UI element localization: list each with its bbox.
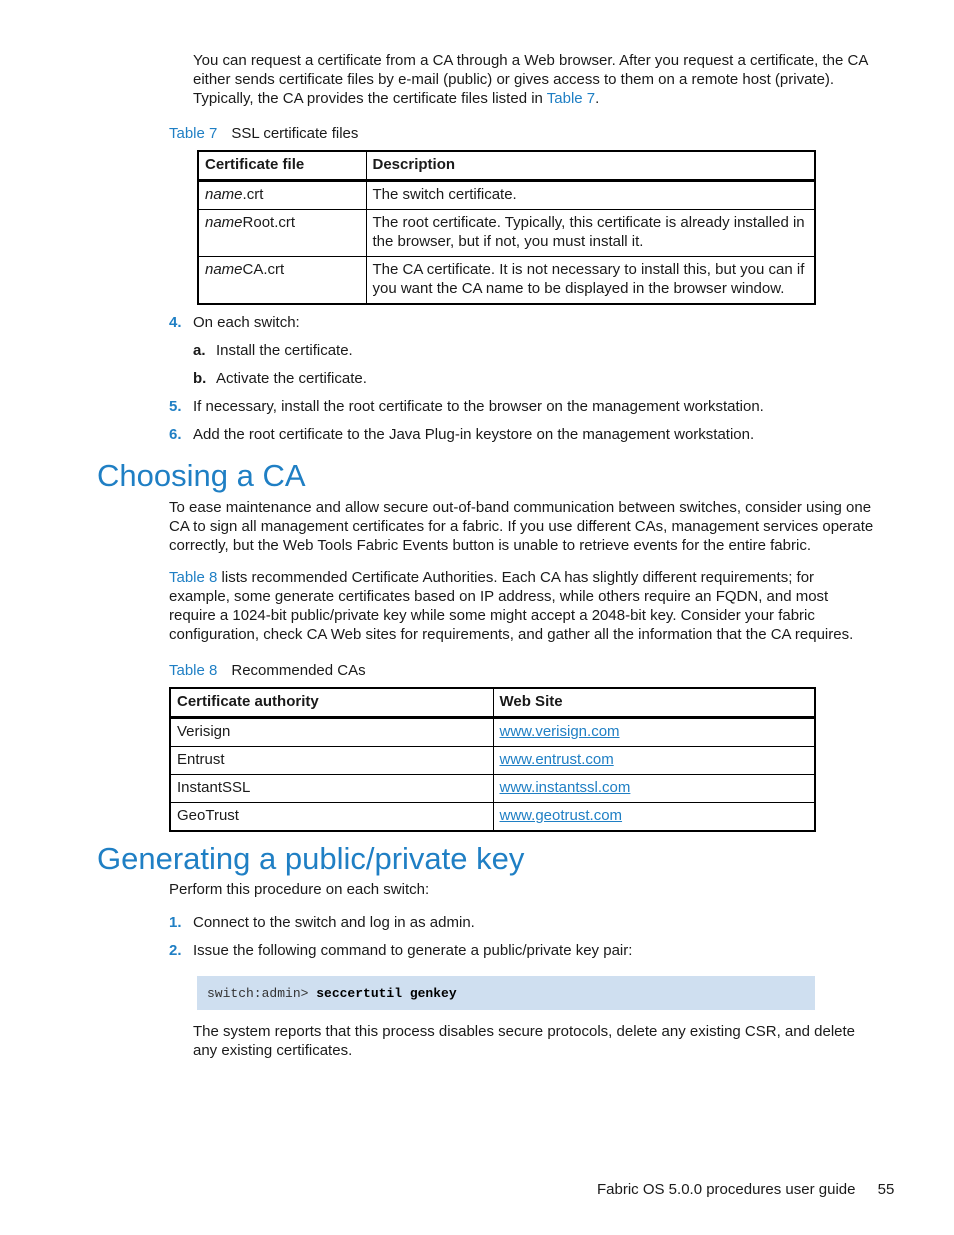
table-row [198,257,815,305]
cell-ca: Verisign [170,718,493,747]
command-line [207,984,457,1003]
section-heading-choosing-ca: Choosing a CA [97,458,306,493]
table-row [170,718,815,747]
step-6: 6. Add the root certificate to the Java Plug-in keystore on the management workstation. [169,426,755,443]
table8-title: Recommended CAs [231,662,366,679]
command-prompt: switch:admin> [207,986,317,1001]
table8-caption [169,661,366,680]
table7-link[interactable]: Table 7 [546,90,596,107]
section-heading-generating-key: Generating a public/private key [97,841,525,876]
cell-site [493,775,815,803]
table7 [197,150,816,305]
table-row [170,775,815,803]
table-row [170,747,815,775]
cell-site [493,803,815,832]
cell-file: name.crt [198,181,366,210]
table7-caption [169,124,358,143]
cell-description: The switch certificate. [366,181,815,210]
generating-key-result: The system reports that this process disables secure protocols, delete any existing CSR, and delete any existing certificates. [193,1023,855,1059]
cell-description: The CA certificate. It is not necessary to install this, but you can if you want the CA name to be displayed in the browser window. [366,257,815,305]
footer-title: Fabric OS 5.0.0 procedures user guide [597,1181,856,1198]
cell-site [493,747,815,775]
table7-title: SSL certificate files [231,125,359,142]
entrust-link[interactable]: www.entrust.com [499,751,614,768]
code-block [197,976,815,1010]
cell-description: The root certificate. Typically, this certificate is already installed in the browser, but if not, you must install it. [366,210,815,257]
table-row [170,803,815,832]
command-text: seccertutil genkey [316,986,457,1001]
cell-file: nameCA.crt [198,257,366,305]
cell-site [493,718,815,747]
cell-ca: InstantSSL [170,775,493,803]
choosing-ca-paragraph: To ease maintenance and allow secure out-of-band communication between switches, consider using one CA to sign all management certificates for a fabric. If you use different CAs, management services operate correctly, but the Web Tools Fabric Events button is unable to retrieve events for the entire fabric. [169,499,874,554]
key-step-1: 1. Connect to the switch and log in as admin. [169,914,475,931]
table-header-row [198,151,815,181]
cell-ca: GeoTrust [170,803,493,832]
table8 [169,687,816,832]
geotrust-link[interactable]: www.geotrust.com [499,807,623,824]
step-4b: b. Activate the certificate. [193,370,367,387]
col-header-certificate-authority: Certificate authority [170,688,493,718]
table8-intro-paragraph: Table 8 lists recommended Certificate Authorities. Each CA has slightly different requirements; for example, some generate certificates based on IP address, while others require an FQDN, and most require a 1024-bit public/private key while some might accept a 2048-bit key. Consider your fabric configuration, check CA Web sites for requirements, and gather all the information that the CA requires. [169,569,854,643]
table8-label: Table 8 [169,662,218,679]
col-header-web-site: Web Site [493,688,815,718]
cell-file: nameRoot.crt [198,210,366,257]
step-4: 4. On each switch: [169,314,300,331]
col-header-certificate-file: Certificate file [198,151,366,181]
instantssl-link[interactable]: www.instantssl.com [499,779,631,796]
intro-paragraph: You can request a certificate from a CA through a Web browser. After you request a certificate, the CA either sends certificate files by e-mail (public) or gives access to them on a remote host (private). Typically, the CA provides the certificate files listed in Table 7. [193,52,868,107]
table8-link[interactable]: Table 8 [169,569,218,586]
table-row [198,210,815,257]
table-row [198,181,815,210]
key-step-2: 2. Issue the following command to generate a public/private key pair: [169,942,633,959]
col-header-description: Description [366,151,815,181]
verisign-link[interactable]: www.verisign.com [499,723,620,740]
step-4a: a. Install the certificate. [193,342,353,359]
table7-label: Table 7 [169,125,218,142]
cell-ca: Entrust [170,747,493,775]
page-footer [597,1180,894,1199]
page-number: 55 [877,1181,895,1198]
step-5: 5. If necessary, install the root certificate to the browser on the management workstation. [169,398,764,415]
generating-key-intro: Perform this procedure on each switch: [169,881,430,898]
table-header-row [170,688,815,718]
